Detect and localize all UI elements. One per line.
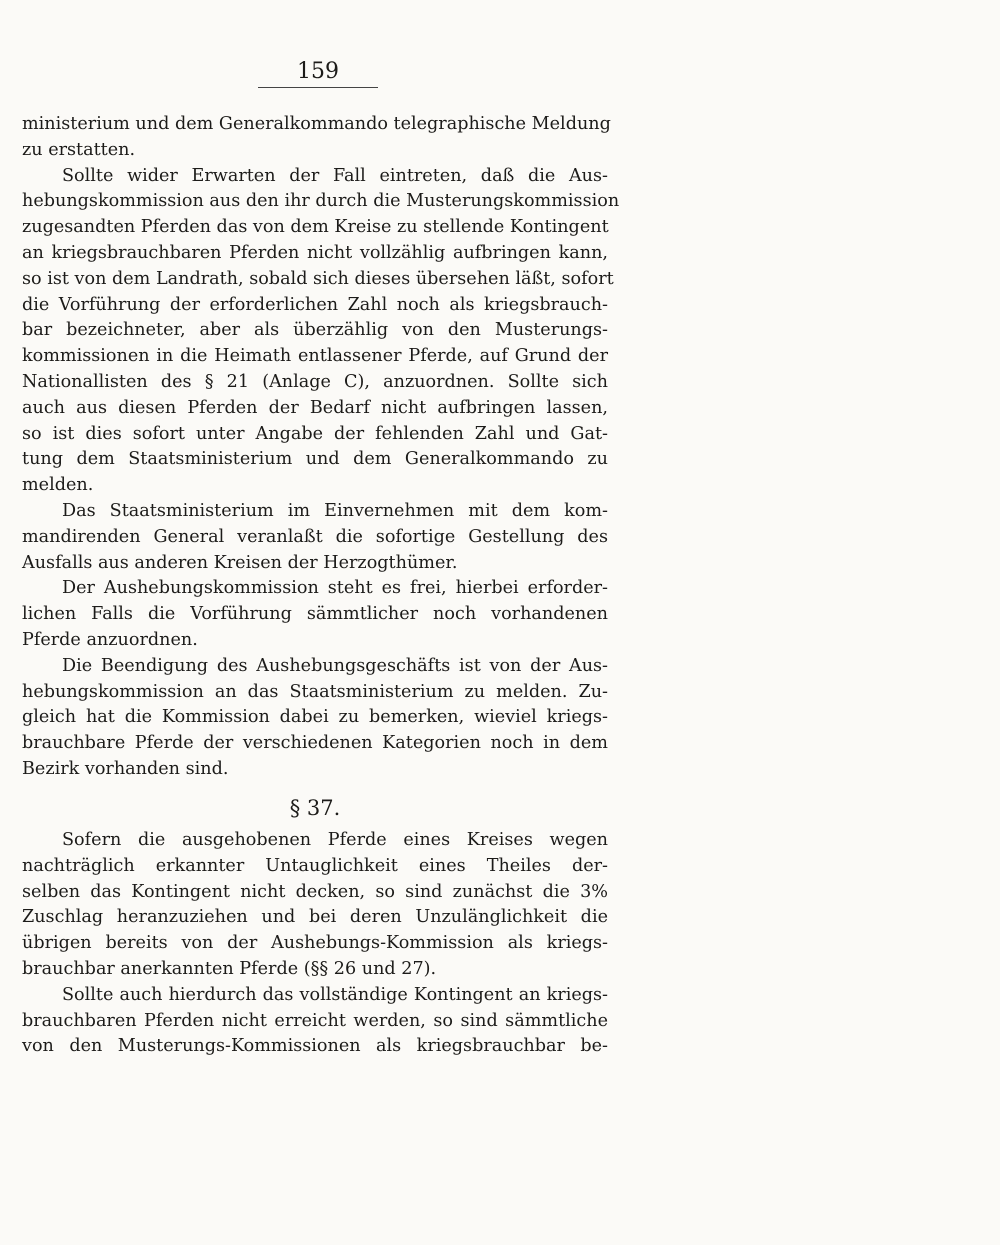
section-heading: § 37. (289, 796, 341, 820)
text-line: zugesandten Pferden das von dem Kreise zu stellende Kontingent (22, 217, 609, 238)
text-line: gleich hat die Kommission dabei zu bemerken, wieviel kriegs- (22, 707, 608, 728)
text-line: nachträglich erkannter Untauglichkeit eines Theiles der- (22, 855, 608, 876)
text-line: die Vorführung der erforderlichen Zahl noch als kriegsbrauch- (22, 294, 608, 315)
text-line: Das Staatsministerium im Einvernehmen mit dem kom- (62, 500, 608, 521)
text-line: lichen Falls die Vorführung sämmtlicher noch vorhandenen (22, 604, 608, 625)
text-line: hebungskommission aus den ihr durch die Musterungskommission (22, 191, 620, 212)
text-line: selben das Kontingent nicht decken, so sind zunächst die 3% (22, 881, 608, 902)
text-line: kommissionen in die Heimath entlassener Pferde, auf Grund der (22, 346, 608, 367)
text-line: Pferde anzuordnen. (22, 629, 198, 650)
text-line: zu erstatten. (22, 139, 136, 160)
text-line: Sollte wider Erwarten der Fall eintreten, daß die Aus- (62, 165, 608, 186)
text-line: so ist von dem Landrath, sobald sich dieses übersehen läßt, sofort (22, 268, 614, 289)
text-line: Die Beendigung des Aushebungsgeschäfts ist von der Aus- (62, 655, 608, 676)
text-line: Bezirk vorhanden sind. (22, 758, 229, 779)
text-line: bar bezeichneter, aber als überzählig von den Musterungs- (22, 320, 608, 341)
text-block-lower (22, 828, 608, 1060)
text-line: brauchbaren Pferden nicht erreicht werden, so sind sämmtliche (22, 1010, 608, 1031)
text-line: von den Musterungs-Kommissionen als kriegsbrauchbar be- (22, 1036, 608, 1057)
text-line: so ist dies sofort unter Angabe der fehlenden Zahl und Gat- (22, 423, 608, 444)
text-line: ministerium und dem Generalkommando telegraphische Meldung (22, 114, 611, 134)
text-line: melden. (22, 475, 94, 496)
text-block-upper (22, 112, 620, 783)
text-line: übrigen bereits von der Aushebungs-Kommission als kriegs- (22, 933, 608, 954)
text-line: tung dem Staatsministerium und dem Generalkommando zu (22, 449, 608, 470)
text-line: mandirenden General veranlaßt die sofortige Gestellung des (22, 526, 608, 547)
text-line: Nationallisten des § 21 (Anlage C), anzuordnen. Sollte sich (22, 371, 608, 392)
text-line: Ausfalls aus anderen Kreisen der Herzogthümer. (22, 552, 458, 573)
text-line: Sofern die ausgehobenen Pferde eines Kreises wegen (62, 830, 608, 850)
text-line: an kriegsbrauchbaren Pferden nicht vollzählig aufbringen kann, (22, 242, 608, 263)
page-number: 159 (258, 58, 378, 88)
text-line: brauchbar anerkannten Pferde (§§ 26 und 27). (22, 958, 437, 979)
text-line: Sollte auch hierdurch das vollständige Kontingent an kriegs- (62, 984, 608, 1005)
text-line: Zuschlag heranzuziehen und bei deren Unzulänglichkeit die (22, 907, 608, 928)
text-line: auch aus diesen Pferden der Bedarf nicht aufbringen lassen, (22, 397, 608, 418)
text-line: brauchbare Pferde der verschiedenen Kategorien noch in dem (22, 733, 608, 754)
text-line: Der Aushebungskommission steht es frei, hierbei erforder- (62, 578, 608, 599)
text-line: hebungskommission an das Staatsministerium zu melden. Zu- (22, 681, 608, 702)
